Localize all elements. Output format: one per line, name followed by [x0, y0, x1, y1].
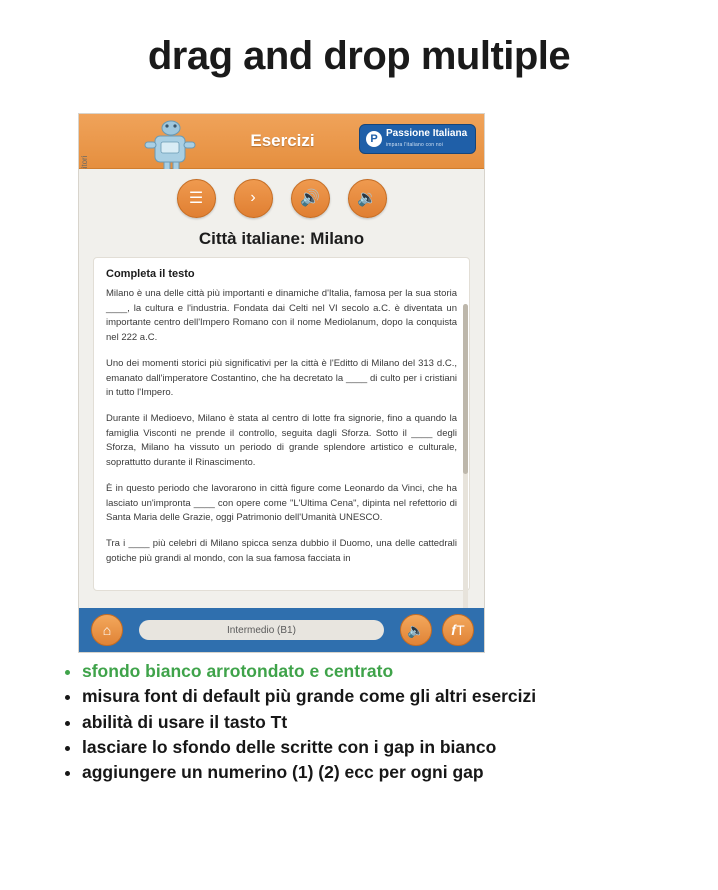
app-header [79, 114, 484, 169]
list-icon[interactable]: ☰ [177, 179, 216, 218]
exercise-paragraph: Milano è una delle città più importanti e dinamiche d'Italia, famosa per la sua storia ____, la cultura e l'industria. Fondata dai Celti nel VI secolo a.C. è diventata un importante centro dell'Impero Romano con il nome Mediolanum, dopo la conquista nel 222 a.C. [106, 288, 457, 344]
home-icon[interactable]: ⌂ [91, 614, 123, 646]
audio-icon[interactable]: 🔈 [400, 614, 432, 646]
next-icon[interactable]: › [234, 179, 273, 218]
app-screenshot [78, 113, 485, 653]
exercise-paragraph: Tra i ____ più celebri di Milano spicca senza dubbio il Duomo, una delle cattedrali gotiche più grandi al mondo, con la sua famosa facciata in [106, 538, 457, 564]
exercise-paragraph: Uno dei momenti storici più significativi per la città è l'Editto di Milano del 313 d.C., emanato dall'imperatore Costantino, che ha decretato la ____ di culto per i cristiani in tutto l'Impero. [106, 357, 457, 399]
brand-badge [359, 124, 476, 154]
speaker-on-icon[interactable]: 🔊 [291, 179, 330, 218]
lesson-title: Città italiane: Milano [79, 227, 484, 257]
content-scrollbar[interactable] [463, 304, 468, 637]
list-item: • abilità di usare il tasto Tt [82, 711, 702, 734]
exercise-paragraph: Durante il Medioevo, Milano è stata al centro di lotte fra signorie, fino a quando la famiglia Visconti ne prende il controllo, seguita dagli Sforza. Sotto il ____ degli Sforza, Milano ha vissuto un periodo di grande splendore artistico e culturale, soprattutto durante il Rinascimento. [106, 413, 457, 469]
level-selector[interactable]: Intermedio (B1) [139, 620, 384, 640]
exercise-instruction: Completa il testo [106, 268, 195, 280]
app-footer [79, 608, 485, 652]
exercise-card [93, 257, 470, 591]
scrollbar-thumb[interactable] [463, 304, 468, 474]
exercise-paragraph: È in questo periodo che lavorarono in città figure come Leonardo da Vinci, che ha lasciato un'impronta ____ con opere come "L'Ultima Cena", dipinta nel refettorio di Santa Maria delle Grazie, oggi Patrimonio dell'Umanità UNESCO. [106, 482, 457, 524]
list-item: • aggiungere un numerino (1) (2) ecc per ogni gap [82, 761, 702, 784]
speaker-low-icon[interactable]: 🔉 [348, 179, 387, 218]
app-header-title: Esercizi [250, 131, 315, 150]
brand-subtitle: impara l'italiano con noi [386, 142, 444, 148]
list-item: • misura font di default più grande come gli altri esercizi [82, 685, 702, 708]
text-size-icon[interactable]: 𝒇T [442, 614, 474, 646]
list-item: • lasciare lo sfondo delle scritte con i gap in bianco [82, 736, 702, 759]
brand-name: Passione Italiana [386, 127, 468, 139]
page-title: drag and drop multiple [147, 34, 571, 78]
list-item: • sfondo bianco arrotondato e centrato [82, 660, 702, 683]
brand-logo-icon: P [366, 131, 382, 147]
exercise-toolbar [79, 169, 484, 227]
requirements-list [60, 660, 702, 786]
